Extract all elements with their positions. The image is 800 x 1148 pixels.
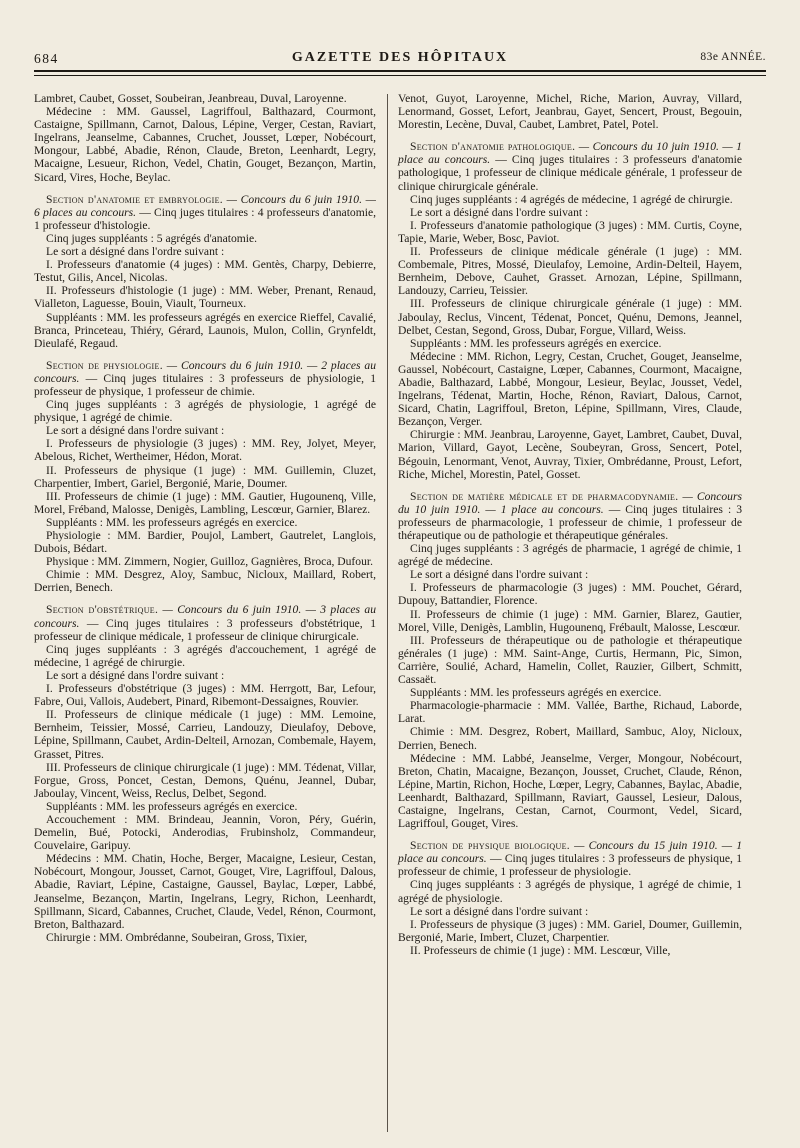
section-heading: Section de physique biologique.	[410, 839, 570, 853]
paragraph-text: II. Professeurs de chimie (1 juge) : MM. Garnier, Blarez, Gautier, Morel, Ville, Denigès, Lamblin, Hugounenq, Frébault, Malosse, Lescœur.	[398, 607, 742, 634]
paragraph-text: Suppléants : MM. les professeurs agrégés en exercice Rieffel, Cavalié, Branca, Princeteau, Thiéry, Gérard, Launois, Mulon, Collin, Grynfeldt, Dieulafé, Regaud.	[34, 310, 376, 350]
paragraph	[398, 428, 742, 480]
paragraph-text: II. Professeurs de clinique médicale (1 juge) : MM. Lemoine, Bernheim, Teissier, Mossé, Carrieu, Landouzy, Dieulafoy, Debove, Lépine, Spillmann, Caubet, Ardin-Delteil, Arnozan, Combemale, Hayem, Grasset, Pitres.	[34, 708, 376, 761]
paragraph-text: Médecine : MM. Labbé, Jeanselme, Verger, Mongour, Nobécourt, Breton, Chatin, Macaigne, Bezançon, Jousset, Cruchet, Claude, Rénon, Lépine, Martin, Richon, Hoche, Lœper, Legry, Cabannes, Baylac, Abadie, Leenhardt, Balthazard, Spillmann, Raviart, Gaussel, Lesieur, Dalous, Castaigne, Ingelrans, Cestan, Carnot, Courmont, Vedel, Sicard, Lagriffoul, Gouget, Vires.	[398, 751, 742, 831]
paragraph	[398, 350, 742, 429]
paragraph	[398, 725, 742, 751]
paragraph-text: Chirurgie : MM. Jeanbrau, Laroyenne, Gayet, Lambret, Caubet, Duval, Marion, Villard, Gayot, Lecène, Soubeyran, Gross, Sencert, Potel, Bégouin, Lenormant, Venot, Auvray, Tixier, Ombrédanne, Proust, Lefort, Riche, Michel, Morestin, Patel, Gosset.	[398, 428, 742, 481]
paragraph	[398, 905, 742, 918]
paragraph	[34, 682, 376, 708]
section-paragraph	[398, 490, 742, 542]
paragraph-text: Chimie : MM. Desgrez, Robert, Maillard, Sambuc, Aloy, Nicloux, Derrien, Benech.	[398, 725, 742, 752]
paragraph-text: Médecine : MM. Richon, Legry, Cestan, Cruchet, Gouget, Jeanselme, Gaussel, Nobécourt, Castaigne, Lœper, Cabannes, Courmont, Macaigne, Abadie, Balthazard, Labbé, Mongour, Lesieur, Beylac, Jousset, Vedel, Ingelrans, Tédenat, Martin, Hoche, Rénon, Raviart, Dalous, Carnot, Sicard, Chatin, Lagriffoul, Breton, Lépine, Spillmann, Vires, Claude, Bezançon, Verger.	[398, 349, 742, 429]
paragraph	[398, 944, 742, 957]
paragraph-text: Pharmacologie-pharmacie : MM. Vallée, Barthe, Richaud, Laborde, Larat.	[398, 699, 742, 726]
paragraph	[34, 852, 376, 931]
section-paragraph	[34, 193, 376, 232]
paragraph	[398, 918, 742, 944]
paragraph-text: — Cinq juges titulaires : 3 professeurs de pharmacologie, 1 professeur de chimie, 1 professeur de thérapeutique ou de pathologie et thérapeutique générales.	[398, 502, 742, 542]
section-paragraph	[398, 839, 742, 878]
right-column	[398, 92, 742, 957]
paragraph-text: II. Professeurs d'histologie (1 juge) : MM. Weber, Prenant, Renaud, Vialleton, Laguesse, Bouin, Viault, Tourneux.	[34, 284, 376, 311]
paragraph-text: Cinq juges suppléants : 4 agrégés de médecine, 1 agrégé de chirurgie.	[410, 192, 733, 206]
paragraph-text: Le sort a désigné dans l'ordre suivant :	[410, 205, 589, 219]
paragraph-text: Le sort a désigné dans l'ordre suivant :	[410, 568, 589, 582]
paragraph	[34, 555, 376, 568]
paragraph-text: Cinq juges suppléants : 5 agrégés d'anatomie.	[46, 231, 258, 245]
paragraph	[398, 297, 742, 336]
page-number: 684	[34, 51, 59, 66]
header-rule-thick	[34, 70, 766, 72]
paragraph	[34, 245, 376, 258]
paragraph	[398, 542, 742, 568]
section-heading: Section d'anatomie pathologique.	[410, 140, 576, 154]
page-header	[34, 48, 766, 70]
paragraph	[34, 931, 376, 944]
paragraph-text: Chirurgie : MM. Ombrédanne, Soubeiran, Gross, Tixier,	[46, 930, 308, 944]
paragraph-text: Le sort a désigné dans l'ordre suivant :	[46, 424, 225, 438]
paragraph-text: Suppléants : MM. les professeurs agrégés en exercice.	[410, 686, 662, 700]
paragraph	[398, 193, 742, 206]
paragraph	[398, 219, 742, 245]
paragraph	[34, 516, 376, 529]
section-paragraph	[398, 140, 742, 192]
paragraph-text: Médecine : MM. Gaussel, Lagriffoul, Balthazard, Courmont, Castaigne, Spillmann, Carnot, Dalous, Lépine, Verger, Cestan, Raviart, Ingelrans, Jeanselme, Cabannes, Cruchet, Jousset, Lœper, Nobécourt, Mongour, Labbé, Abadie, Rénon, Claude, Breton, Leenhardt, Legry, Macaigne, Lesueur, Richon, Vedel, Chatin, Gouget, Bezançon, Martin, Sicard, Vires, Hoche, Beylac.	[34, 105, 376, 184]
concours-info: — Concours du 6 juin 1910. — 3 places au concours.	[34, 603, 377, 630]
paragraph	[34, 92, 376, 105]
paragraph-text: Cinq juges suppléants : 3 agrégés de physiologie, 1 agrégé de physique, 1 agrégé de chimie.	[34, 398, 376, 425]
paragraph-text: Suppléants : MM. les professeurs agrégés en exercice.	[46, 515, 298, 529]
journal-title: GAZETTE DES HÔPITAUX	[291, 50, 509, 65]
paragraph-text: Accouchement : MM. Brindeau, Jeannin, Voron, Péry, Guérin, Demelin, Bué, Potocki, Anderodias, Frubinsholz, Commandeur, Couvelaire, Garipuy.	[34, 812, 376, 853]
section-paragraph	[34, 603, 376, 642]
paragraph	[398, 608, 742, 634]
paragraph	[34, 105, 376, 184]
paragraph	[34, 568, 376, 594]
section-heading: Section de matière médicale et de pharmacodynamie.	[410, 489, 679, 503]
paragraph-text: Suppléants : MM. les professeurs agrégés en exercice.	[410, 336, 662, 350]
paragraph-text: II. Professeurs de physique (1 juge) : MM. Guillemin, Cluzet, Charpentier, Imbert, Gariel, Bergonié, Marie, Doumer.	[34, 463, 376, 490]
paragraph	[398, 206, 742, 219]
paragraph	[398, 752, 742, 831]
paragraph-text: II. Professeurs de chimie (1 juge) : MM. Lescœur, Ville,	[410, 943, 671, 957]
paragraph-text: I. Professeurs de physique (3 juges) : MM. Gariel, Doumer, Guillemin, Bergonié, Marie, Imbert, Cluzet, Charpentier.	[398, 917, 742, 944]
section-heading: Section d'anatomie et embryologie.	[46, 192, 223, 206]
paragraph-text: — Cinq juges titulaires : 3 professeurs de physiologie, 1 professeur de physique, 1 professeur de chimie.	[34, 371, 376, 398]
paragraph-text: Médecins : MM. Chatin, Hoche, Berger, Macaigne, Lesieur, Cestan, Nobécourt, Mongour, Jousset, Carnot, Gouget, Vire, Lagriffoul, Dalous, Abadie, Raviart, Lépine, Castaigne, Gaussel, Baylac, Lœper, Labbé, Jeanselme, Bezançon, Martin, Ingelrans, Legry, Richon, Leenhardt, Spillmann, Sicard, Cabannes, Cruchet, Claude, Vedel, Rénon, Courmont, Breton, Balthazard.	[34, 852, 376, 931]
paragraph	[398, 686, 742, 699]
paragraph	[398, 568, 742, 581]
paragraph	[398, 634, 742, 686]
paragraph-text: III. Professeurs de clinique chirurgicale générale (1 juge) : MM. Jaboulay, Reclus, Vincent, Tédenat, Poncet, Quénu, Demons, Jeannel, Delbet, Cestan, Segond, Gross, Dubar, Forgue, Villard, Weiss.	[398, 297, 742, 337]
paragraph	[398, 699, 742, 725]
concours-info: — Concours du 10 juin 1910. — 1 place au concours.	[398, 140, 742, 167]
paragraph-text: I. Professeurs d'anatomie pathologique (3 juges) : MM. Curtis, Coyne, Tapie, Marie, Weber, Bosc, Paviot.	[398, 218, 742, 245]
paragraph	[34, 813, 376, 852]
paragraph	[34, 258, 376, 284]
section-heading: Section de physiologie.	[46, 358, 163, 372]
paragraph	[34, 761, 376, 800]
paragraph	[398, 92, 742, 131]
paragraph-text: Suppléants : MM. les professeurs agrégés en exercice.	[46, 799, 298, 813]
paragraph	[34, 284, 376, 310]
paragraph	[34, 708, 376, 760]
paragraph-text: III. Professeurs de thérapeutique ou de pathologie et thérapeutique générales (1 juge) : MM. Saint-Ange, Curtis, Hermann, Pic, Simon, Carrière, Soulié, Achard, Hamelin, Collet, Rauzier, Gilbert, Schmitt, Cassaët.	[398, 633, 742, 687]
paragraph-text: I. Professeurs d'anatomie (4 juges) : MM. Gentès, Charpy, Debierre, Testut, Gilis, Ancel, Nicolas.	[34, 258, 376, 285]
paragraph-text: — Cinq juges titulaires : 4 professeurs d'anatomie, 1 professeur d'histologie.	[34, 205, 376, 232]
paragraph-text: Physique : MM. Zimmern, Nogier, Guilloz, Gagnières, Broca, Dufour.	[46, 555, 374, 569]
section-paragraph	[34, 359, 376, 398]
year-label: 83e ANNÉE.	[700, 51, 766, 63]
paragraph	[34, 311, 376, 350]
concours-info: — Concours du 6 juin 1910. — 2 places au concours.	[34, 358, 377, 385]
paragraph-text: — Cinq juges titulaires : 3 professeurs de physique, 1 professeur de chimie, 1 professeur de physiologie.	[398, 852, 742, 879]
paragraph	[34, 529, 376, 555]
paragraph-text: Cinq juges suppléants : 3 agrégés d'accouchement, 1 agrégé de médecine, 1 agrégé de chirurgie.	[34, 642, 376, 669]
paragraph-text: Chimie : MM. Desgrez, Aloy, Sambuc, Nicloux, Maillard, Robert, Derrien, Benech.	[34, 568, 376, 595]
paragraph-text: I. Professeurs de physiologie (3 juges) : MM. Rey, Jolyet, Meyer, Abelous, Richet, Wertheimer, Hédon, Morat.	[34, 437, 376, 464]
paragraph	[34, 490, 376, 516]
paragraph-text: III. Professeurs de clinique chirurgicale (1 juge) : MM. Tédenat, Villar, Forgue, Gross, Poncet, Cestan, Demons, Quénu, Jeannel, Dubar, Jaboulay, Vincent, Weiss, Reclus, Delbet, Segond.	[34, 760, 376, 800]
paragraph-text: Le sort a désigné dans l'ordre suivant :	[46, 245, 225, 259]
left-column	[34, 92, 376, 944]
paragraph	[398, 878, 742, 904]
paragraph-text: — Cinq juges titulaires : 3 professeurs d'obstétrique, 1 professeur de clinique médicale, 1 professeur de clinique chirurgicale.	[34, 616, 376, 643]
concours-info: — Concours du 10 juin 1910. — 1 place au concours.	[398, 489, 742, 516]
paragraph-text: II. Professeurs de clinique médicale générale (1 juge) : MM. Combemale, Pitres, Mossé, Dieulafoy, Lemoine, Ardin-Delteil, Hayem, Bernheim, Debove, Cauhet, Grasset. Arnozan, Lépine, Spillmann, Landouzy, Carrieu, Teissier.	[398, 245, 742, 298]
paragraph	[34, 669, 376, 682]
paragraph-text: Cinq juges suppléants : 3 agrégés de pharmacie, 1 agrégé de chimie, 1 agrégé de médecine.	[398, 542, 742, 569]
paragraph	[398, 581, 742, 607]
paragraph	[34, 424, 376, 437]
paragraph	[398, 245, 742, 297]
column-divider	[387, 94, 388, 1132]
paragraph-text: Venot, Guyot, Laroyenne, Michel, Riche, Marion, Auvray, Villard, Lenormand, Gosset, Lefort, Jeanbrau, Gayet, Sencert, Proust, Begouin, Morestin, Lecène, Duval, Caubet, Lambret, Patel, Potel.	[398, 92, 742, 132]
paragraph	[398, 337, 742, 350]
paragraph-text: Lambret, Caubet, Gosset, Soubeiran, Jeanbreau, Duval, Laroyenne.	[34, 92, 347, 105]
paragraph	[34, 398, 376, 424]
paragraph-text: Physiologie : MM. Bardier, Poujol, Lambert, Gautrelet, Langlois, Dubois, Bédart.	[34, 529, 376, 556]
paragraph-text: — Cinq juges titulaires : 3 professeurs d'anatomie pathologique, 1 professeur de clinique médicale générale, 1 professeur de clinique chirurgicale générale.	[398, 153, 742, 193]
paragraph	[34, 800, 376, 813]
paragraph	[34, 643, 376, 669]
paragraph-text: I. Professeurs d'obstétrique (3 juges) : MM. Herrgott, Bar, Lefour, Fabre, Oui, Vallois, Audebert, Pinard, Ribemont-Dessaignes, Rouvier.	[34, 682, 376, 709]
paragraph	[34, 437, 376, 463]
header-rule-thin	[34, 75, 766, 76]
paragraph	[34, 232, 376, 245]
section-heading: Section d'obstétrique.	[46, 603, 159, 617]
paragraph-text: I. Professeurs de pharmacologie (3 juges) : MM. Pouchet, Gérard, Dupouy, Battandier, Florence.	[398, 581, 742, 608]
concours-info: — Concours du 6 juin 1910. — 6 places au concours.	[34, 192, 376, 219]
concours-info: — Concours du 15 juin 1910. — 1 place au concours.	[398, 839, 742, 866]
paragraph	[34, 464, 376, 490]
paragraph-text: Cinq juges suppléants : 3 agrégés de physique, 1 agrégé de chimie, 1 agrégé de physiologie.	[398, 878, 742, 905]
paragraph-text: Le sort a désigné dans l'ordre suivant :	[410, 904, 589, 918]
paragraph-text: Le sort a désigné dans l'ordre suivant :	[46, 668, 225, 682]
paragraph-text: III. Professeurs de chimie (1 juge) : MM. Gautier, Hugounenq, Ville, Morel, Fréband, Malosse, Denigès, Lambling, Lescœur, Garnier, Blarez.	[34, 489, 376, 516]
